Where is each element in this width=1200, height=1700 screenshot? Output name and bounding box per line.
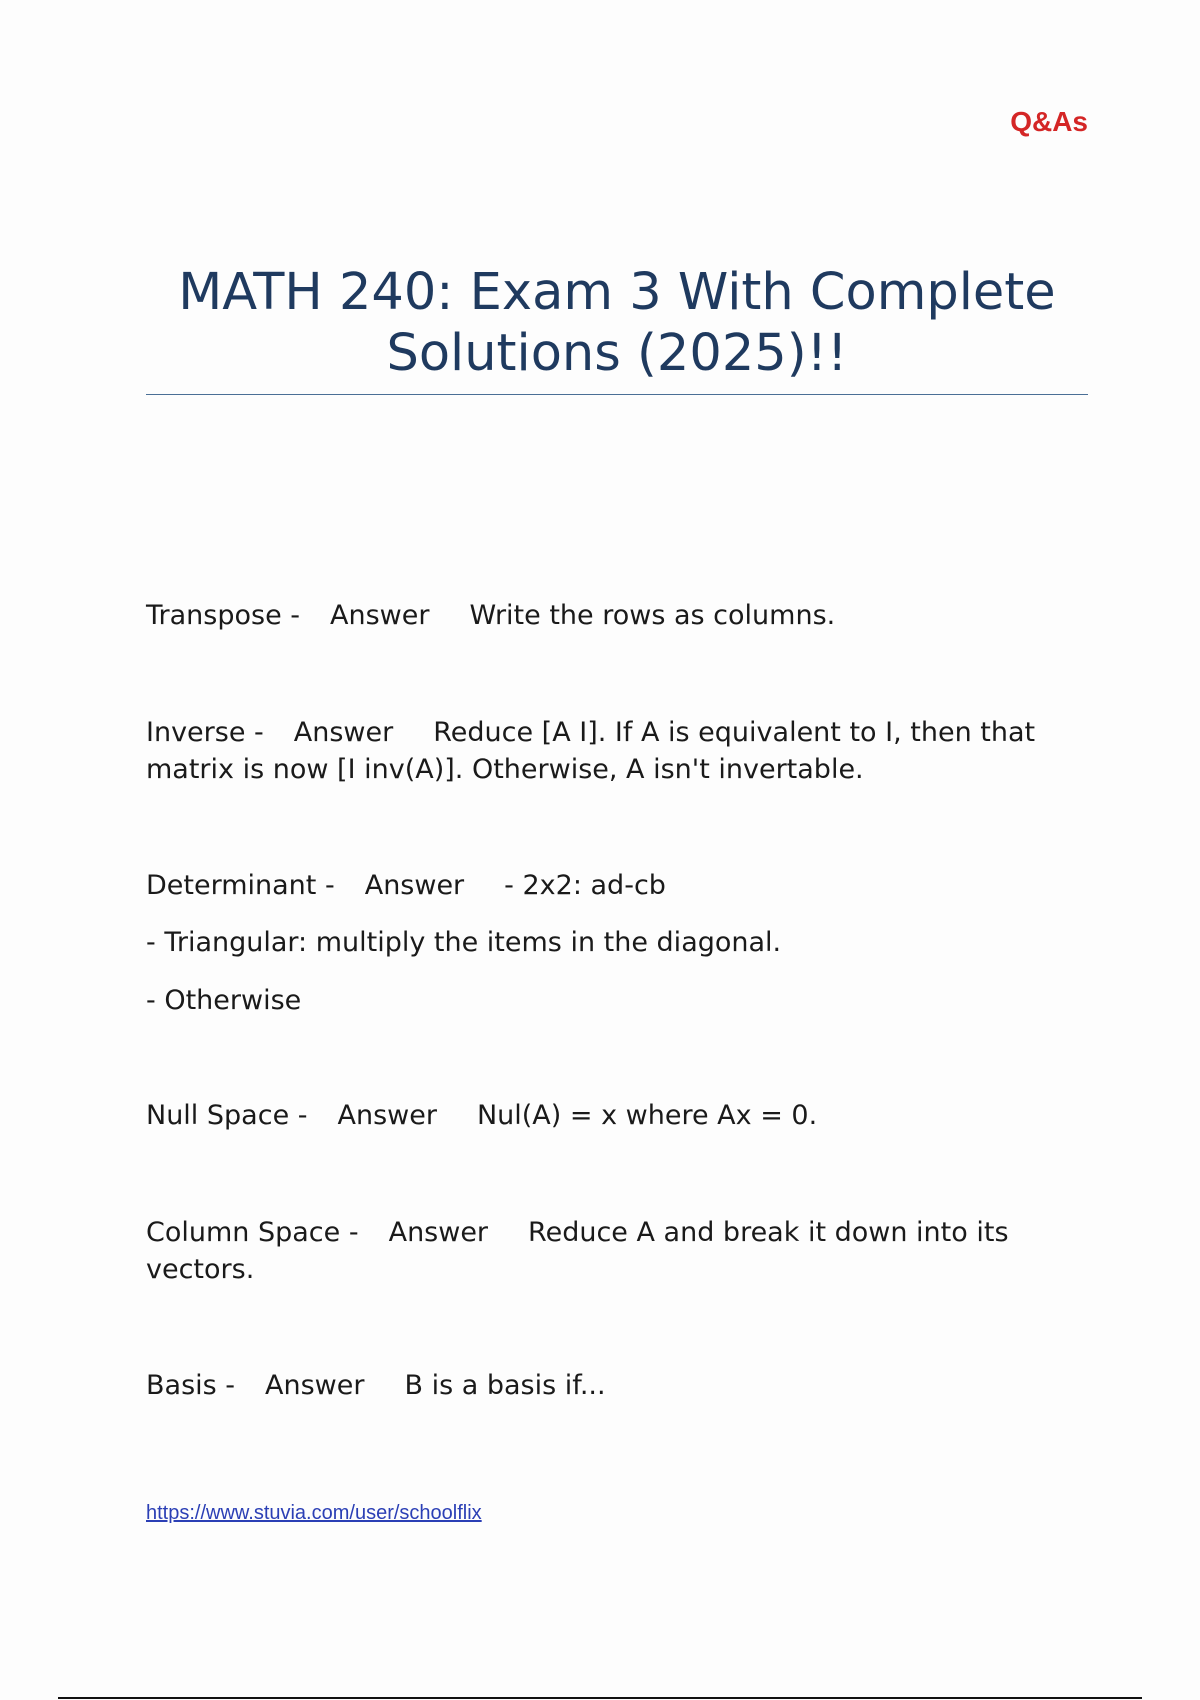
qa-answer-label: Answer — [337, 1100, 437, 1131]
qa-answer-label: Answer — [265, 1370, 365, 1401]
document-title: MATH 240: Exam 3 With Complete Solutions (2025)!! — [178, 263, 1056, 383]
title-divider — [146, 394, 1088, 395]
qa-item-column-space — [146, 1214, 1091, 1288]
qa-answer: B is a basis if... — [404, 1370, 606, 1401]
qa-item-null-space — [146, 1097, 1091, 1134]
qa-item-inverse — [146, 714, 1091, 788]
source-link[interactable]: https://www.stuvia.com/user/schoolflix — [146, 1502, 482, 1524]
qa-term: Transpose - — [146, 600, 301, 631]
qa-tag: Q&As — [1010, 106, 1088, 137]
qa-term: Inverse - — [146, 717, 264, 748]
determinant-extra-line: - Otherwise — [146, 985, 302, 1016]
footer-divider — [58, 1697, 1142, 1699]
qa-item-basis — [146, 1367, 1091, 1404]
qa-item-determinant — [146, 867, 1091, 904]
qa-item-transpose — [146, 597, 1091, 634]
qa-term: Null Space - — [146, 1100, 308, 1131]
qa-answer: Nul(A) = x where Ax = 0. — [476, 1100, 818, 1131]
qa-answer-label: Answer — [388, 1217, 489, 1248]
qa-answer-label: Answer — [330, 600, 430, 631]
qa-term: Basis - — [146, 1370, 236, 1401]
qa-answer: Reduce A and break it down into its vectors. — [146, 1217, 1009, 1285]
qa-term: Determinant - — [146, 870, 335, 901]
determinant-extra-line: - Triangular: multiply the items in the diagonal. — [146, 927, 782, 958]
qa-answer: Write the rows as columns. — [469, 600, 836, 631]
qa-answer-label: Answer — [293, 717, 394, 748]
qa-term: Column Space - — [146, 1217, 359, 1248]
qa-answer: - 2x2: ad-cb — [504, 870, 666, 901]
qa-answer-label: Answer — [364, 870, 465, 901]
qa-answer: Reduce [A I]. If A is equivalent to I, then that matrix is now [I inv(A)]. Otherwise, A isn't invertable. — [146, 717, 1036, 785]
